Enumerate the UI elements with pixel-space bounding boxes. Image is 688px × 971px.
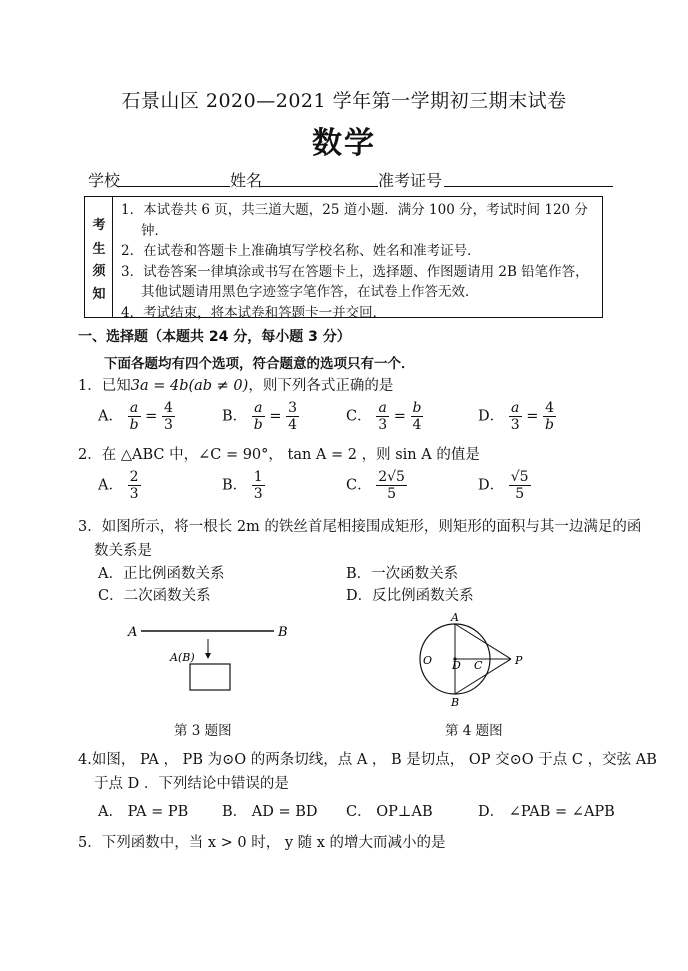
section-instruction: 下面各题均有四个选项，符合题意的选项只有一个． xyxy=(104,356,415,372)
label-p: P xyxy=(515,654,523,667)
question-5-stem: 5．下列函数中，当 x > 0 时， y 随 x 的增大而减小的是 xyxy=(78,835,446,851)
notice-body xyxy=(121,200,595,323)
question-1-option-c: C． $\frac{a}{3}$ = $\frac{b}{4}$ xyxy=(346,400,422,433)
fig3-label-ab: A(B) xyxy=(170,651,195,664)
question-1-option-a: A． $\frac{a}{b}$ = $\frac{4}{3}$ xyxy=(98,400,173,433)
notice-line: 钟． xyxy=(141,222,168,239)
notice-line: 4．考试结束，将本试卷和答题卡一并交回． xyxy=(121,304,387,321)
exam-title: 石景山区 2020—2021 学年第一学期初三期末试卷 xyxy=(121,90,567,112)
candidate-notice-box xyxy=(84,196,603,321)
label-o: O xyxy=(423,654,433,667)
label-b: B xyxy=(451,696,460,709)
notice-side-label: 考 生 须 知 xyxy=(85,197,113,317)
tangent-pa xyxy=(455,624,511,659)
question-4-option-c: C． OP⊥AB xyxy=(346,804,433,820)
label-c: C xyxy=(474,659,483,672)
figure-3-diagram xyxy=(120,615,300,695)
question-2-option-b: B． $\frac{1}{3}$ xyxy=(222,469,263,502)
question-1-stem: 1．已知3a = 4b(ab ≠ 0)，则下列各式正确的是 xyxy=(78,378,394,394)
question-1-option-b: B． $\frac{a}{b}$ = $\frac{3}{4}$ xyxy=(222,400,298,433)
tangent-pb xyxy=(455,659,511,694)
figure-4-caption: 第 4 题图 xyxy=(445,723,503,739)
subject-title: 数学 xyxy=(312,126,376,161)
down-arrow-icon xyxy=(205,653,211,659)
question-2-stem: 2．在 △ABC 中，∠C = 90°， tan A = 2 ，则 sin A 的值是 xyxy=(78,447,480,463)
question-1-option-d: D． $\frac{a}{3}$ = $\frac{4}{b}$ xyxy=(478,400,555,433)
question-3-stem-line1: 3．如图所示，将一根长 2m 的铁丝首尾相接围成矩形，则矩形的面积与其一边满足的函 xyxy=(78,519,642,535)
name-blank xyxy=(260,186,378,187)
exam-number-label: 准考证号 xyxy=(378,171,443,190)
name-label: 姓名 xyxy=(230,171,263,190)
question-4-option-a: A． PA = PB xyxy=(98,804,189,820)
school-label: 学校 xyxy=(88,171,121,190)
question-3-option-c: C．二次函数关系 xyxy=(98,588,211,604)
question-2-option-c: C． $\frac{2√5}{5}$ xyxy=(346,469,405,502)
question-3-option-d: D．反比例函数关系 xyxy=(346,588,474,604)
school-blank xyxy=(118,186,230,187)
rectangle-shape xyxy=(190,664,230,690)
question-2-option-a: A． $\frac{2}{3}$ xyxy=(98,469,139,502)
fig3-label-a: A xyxy=(128,625,138,640)
question-4-stem-line2: 于点 D ．下列结论中错误的是 xyxy=(94,776,289,792)
figure-4-diagram xyxy=(415,607,545,712)
fig3-label-b: B xyxy=(278,625,288,640)
question-4-option-b: B． AD = BD xyxy=(222,804,318,820)
section-heading: 一、选择题（本题共 24 分，每小题 3 分） xyxy=(78,329,351,345)
notice-line: 1．本试卷共 6 页，共三道大题，25 道小题．满分 100 分，考试时间 120 分 xyxy=(121,202,588,218)
question-3-stem-line2: 数关系是 xyxy=(94,543,152,559)
question-4-stem-line1: 4.如图， PA ， PB 为⊙O 的两条切线，点 A ， B 是切点， OP 交⊙O 于点 C ，交弦 AB xyxy=(78,752,657,768)
notice-line: 2．在试卷和答题卡上准确填写学校名称、姓名和准考证号． xyxy=(121,243,481,259)
student-info-row xyxy=(88,168,613,190)
question-2-option-d: D． $\frac{√5}{5}$ xyxy=(478,469,529,502)
figure-3-caption: 第 3 题图 xyxy=(174,723,232,739)
label-a: A xyxy=(451,611,459,624)
question-3-option-b: B．一次函数关系 xyxy=(346,566,459,582)
notice-line: 3．试卷答案一律填涂或书写在答题卡上，选择题、作图题请用 2B 铅笔作答， xyxy=(121,263,589,280)
exam-number-blank xyxy=(444,186,613,187)
question-3-option-a: A．正比例函数关系 xyxy=(98,566,225,582)
notice-line: 其他试题请用黑色字迹签字笔作答，在试卷上作答无效． xyxy=(141,284,479,300)
label-d: D xyxy=(452,659,461,672)
question-4-option-d: D． ∠PAB = ∠APB xyxy=(478,804,615,820)
